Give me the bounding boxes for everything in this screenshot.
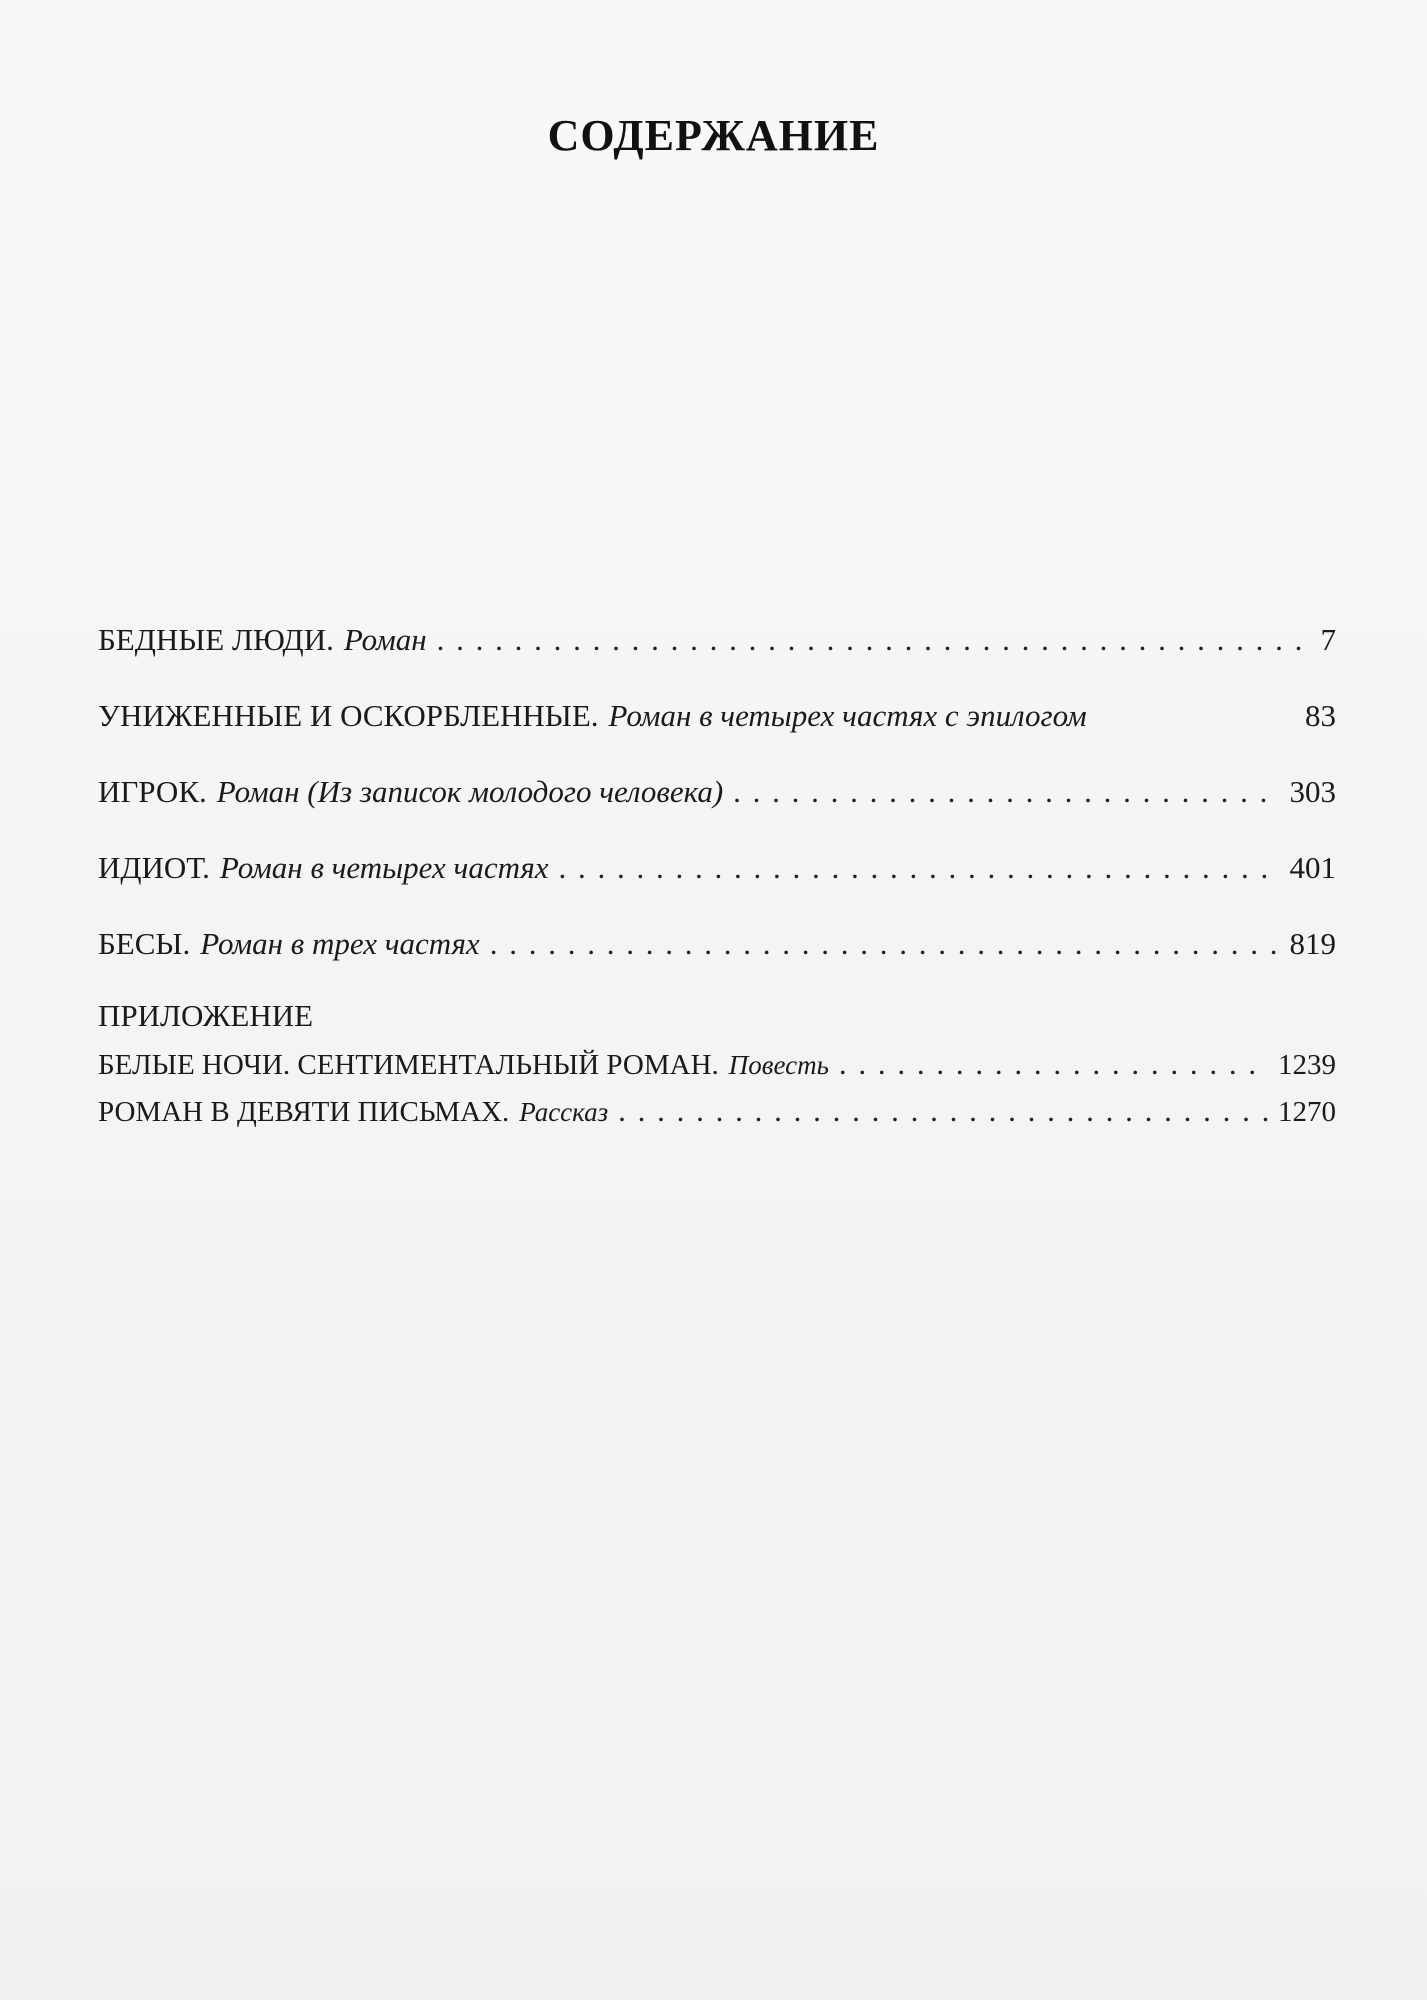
page-title: СОДЕРЖАНИЕ [547,111,880,160]
toc-entry-title: ИДИОТ. [98,850,210,885]
toc-entry-page: 7 [1320,622,1336,657]
appendix-entry-page: 1270 [1278,1096,1336,1128]
appendix-entry-subtitle: Повесть [728,1050,829,1080]
appendix-entry [98,1044,1336,1085]
toc-entry [98,848,1336,888]
toc-entry-subtitle: Роман [343,622,427,657]
appendix-entry-title: РОМАН В ДЕВЯТИ ПИСЬМАХ. [98,1096,510,1128]
appendix-heading: ПРИЛОЖЕНИЕ [98,998,314,1033]
toc-entry-page: 83 [1305,698,1336,733]
toc-entry-title: БЕДНЫЕ ЛЮДИ. [98,622,334,657]
dot-leader [437,620,1311,660]
dot-leader [559,848,1280,888]
dot-leader [618,1091,1268,1131]
toc-entry-page: 401 [1289,850,1336,885]
toc-entry-title: УНИЖЕННЫЕ И ОСКОРБЛЕННЫЕ. [98,698,599,733]
appendix-entry-page: 1239 [1278,1049,1336,1081]
dot-leader [839,1044,1268,1084]
toc-entry-page: 303 [1289,774,1336,809]
toc-entry [98,620,1336,660]
toc-entry-subtitle: Роман в четырех частях с эпилогом [608,698,1087,733]
appendix-entry [98,1091,1336,1132]
toc-entry-title: ИГРОК. [98,774,207,809]
toc-entry [98,772,1336,812]
appendix-entry-title: БЕЛЫЕ НОЧИ. СЕНТИМЕНТАЛЬНЫЙ РОМАН. [98,1049,719,1081]
toc-entry-subtitle: Роман в четырех частях [219,850,549,885]
toc-entry-title: БЕСЫ. [98,926,191,961]
toc-entry-subtitle: Роман в трех частях [200,926,480,961]
table-of-contents [98,620,1336,1132]
dot-leader [490,924,1280,964]
dot-leader [733,772,1279,812]
toc-entry-page: 819 [1289,926,1336,961]
appendix-entry-subtitle: Рассказ [519,1097,609,1127]
toc-entry [98,696,1336,736]
toc-entry-subtitle: Роман (Из записок молодого человека) [216,774,724,809]
toc-entry [98,924,1336,964]
